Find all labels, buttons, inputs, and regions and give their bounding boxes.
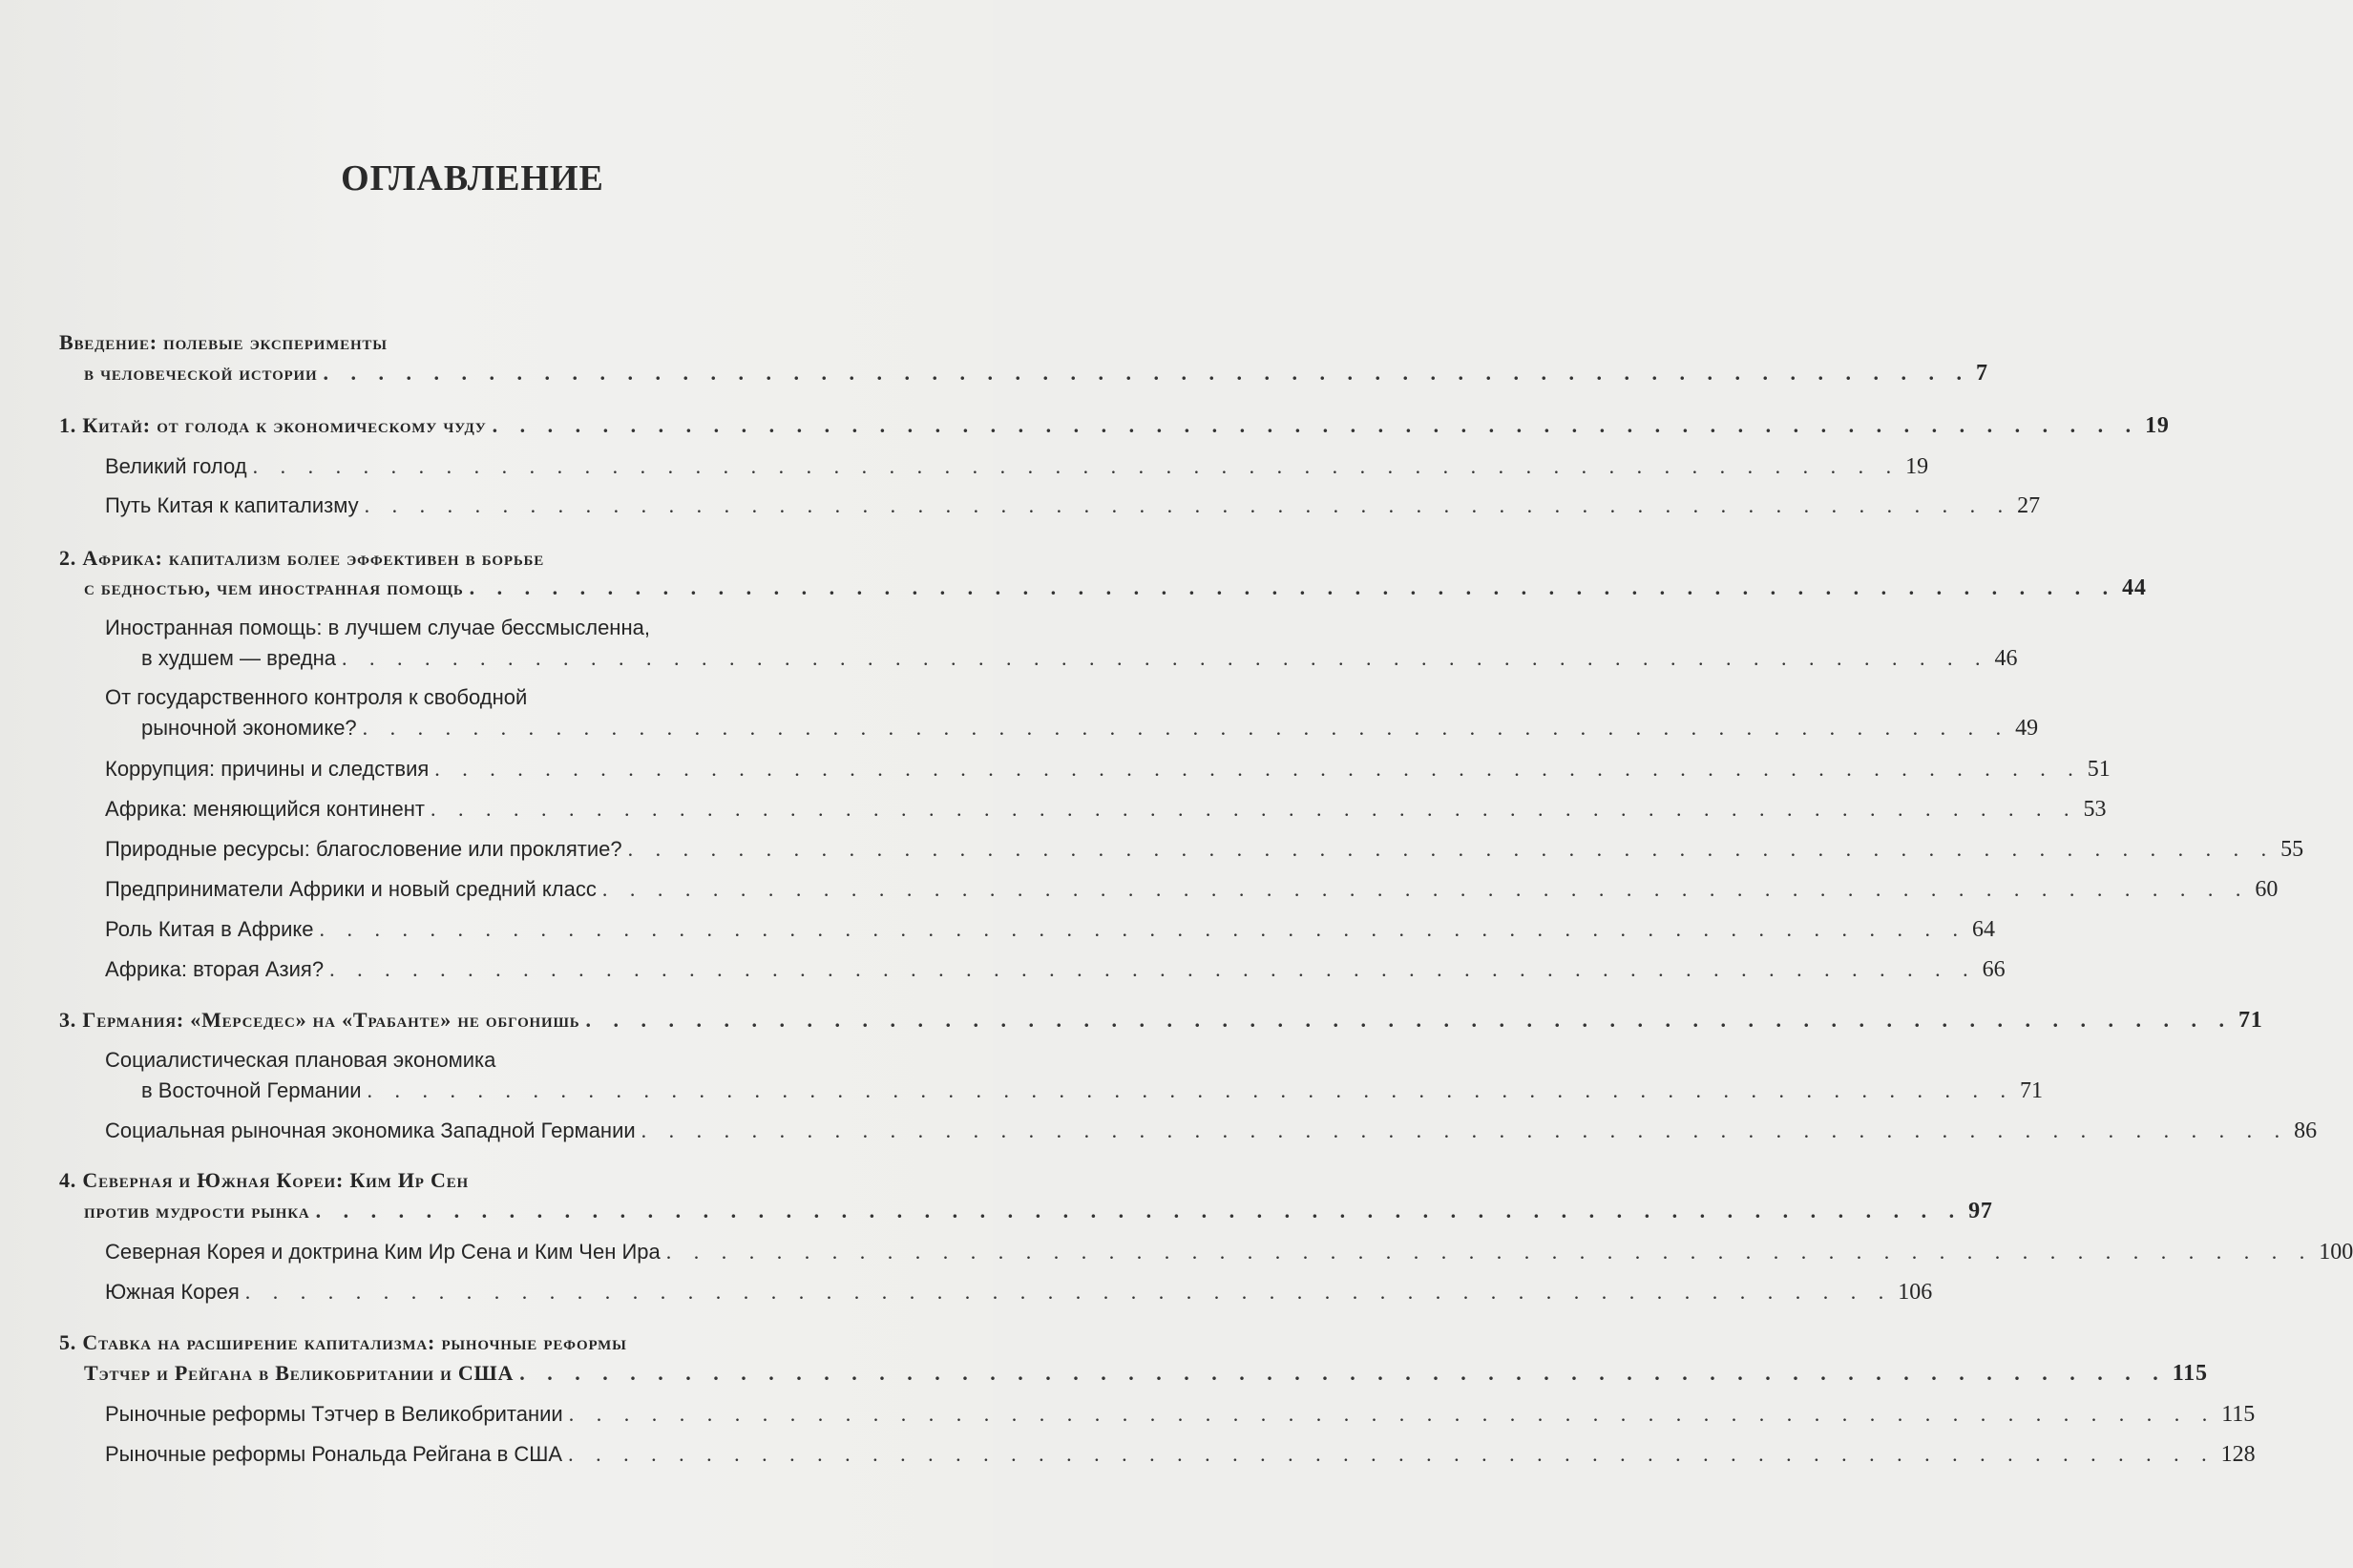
page-number: 27 bbox=[2017, 493, 2041, 518]
dot-leader: . . . . . . . . . . . . . . . . . . . . . . . . . . . . . . . . . . . . . . . . . . . . . . . . . . . . . . . . . . . . bbox=[364, 493, 2012, 517]
dot-leader: . . . . . . . . . . . . . . . . . . . . . . . . . . . . . . . . . . . . . . . . . . . . . . . . . . . . . . . . . . . . bbox=[492, 413, 2140, 437]
page-number: 115 bbox=[2221, 1402, 2256, 1427]
toc-section-2-6 bbox=[105, 877, 2279, 903]
toc-section-3-1 bbox=[141, 1078, 2044, 1104]
toc-section-2-5 bbox=[105, 837, 2304, 863]
toc-intro bbox=[84, 361, 1988, 387]
page-number: 66 bbox=[1982, 957, 2006, 982]
page-number: 19 bbox=[2145, 413, 2170, 438]
page-number: 7 bbox=[1975, 361, 1988, 386]
toc-section-2-3 bbox=[105, 757, 2111, 783]
dot-leader: . . . . . . . . . . . . . . . . . . . . . . . . . . . . . . . . . . . . . . . . . . . . . . . . . . . . . . . . . . . . bbox=[319, 917, 1967, 941]
dot-leader: . . . . . . . . . . . . . . . . . . . . . . . . . . . . . . . . . . . . . . . . . . . . . . . . . . . . . . . . . . . . bbox=[568, 1402, 2216, 1426]
toc-chapter-2-line1: 2. Африка: капитализм более эффективен в борьбе bbox=[59, 546, 545, 570]
page-number: 46 bbox=[1994, 646, 2018, 671]
page-number: 60 bbox=[2255, 877, 2279, 902]
dot-leader: . . . . . . . . . . . . . . . . . . . . . . . . . . . . . . . . . . . . . . . . . . . . . . . . . . . . . . . . . . . . bbox=[665, 1240, 2314, 1264]
page-number: 100 bbox=[2319, 1240, 2353, 1265]
toc-entry-text: против мудрости рынка bbox=[84, 1199, 310, 1223]
toc-entry-text: Южная Корея bbox=[105, 1280, 240, 1304]
toc-chapter-5-line1: 5. Ставка на расширение капитализма: рыночные реформы bbox=[59, 1330, 627, 1354]
toc-section-2-7 bbox=[105, 917, 1996, 943]
toc-entry-text: 3. Германия: «Мерседес» на «Трабанте» не обгонишь bbox=[59, 1008, 580, 1032]
toc-chapter-2 bbox=[84, 575, 2147, 601]
dot-leader: . . . . . . . . . . . . . . . . . . . . . . . . . . . . . . . . . . . . . . . . . . . . . . . . . . . . . . . . . . . . bbox=[362, 716, 2010, 740]
dot-leader: . . . . . . . . . . . . . . . . . . . . . . . . . . . . . . . . . . . . . . . . . . . . . . . . . . . . . . . . . . . . bbox=[430, 797, 2078, 821]
dot-leader: . . . . . . . . . . . . . . . . . . . . . . . . . . . . . . . . . . . . . . . . . . . . . . . . . . . . . . . . . . . . bbox=[329, 957, 1977, 981]
page-number: 64 bbox=[1972, 917, 1996, 942]
dot-leader: . . . . . . . . . . . . . . . . . . . . . . . . . . . . . . . . . . . . . . . . . . . . . . . . . . . . . . . . . . . . bbox=[519, 1361, 2167, 1385]
toc-entry-text: с бедностью, чем иностранная помощь bbox=[84, 575, 464, 599]
page-title: ОГЛАВЛЕНИЕ bbox=[341, 158, 604, 199]
page-number: 106 bbox=[1898, 1280, 1933, 1305]
dot-leader: . . . . . . . . . . . . . . . . . . . . . . . . . . . . . . . . . . . . . . . . . . . . . . . . . . . . . . . . . . . . bbox=[252, 454, 1901, 478]
toc-entry-text: Предприниматели Африки и новый средний класс bbox=[105, 877, 597, 901]
toc-section-5-2 bbox=[105, 1442, 2256, 1468]
toc-entry-text: Тэтчер и Рейгана в Великобритании и США bbox=[84, 1361, 515, 1385]
dot-leader: . . . . . . . . . . . . . . . . . . . . . . . . . . . . . . . . . . . . . . . . . . . . . . . . . . . . . . . . . . . . bbox=[627, 837, 2276, 861]
dot-leader: . . . . . . . . . . . . . . . . . . . . . . . . . . . . . . . . . . . . . . . . . . . . . . . . . . . . . . . . . . . . bbox=[469, 575, 2117, 599]
toc-intro-line1: Введение: полевые эксперименты bbox=[59, 330, 388, 354]
toc-entry-text: Роль Китая в Африке bbox=[105, 917, 314, 941]
dot-leader: . . . . . . . . . . . . . . . . . . . . . . . . . . . . . . . . . . . . . . . . . . . . . . . . . . . . . . . . . . . . bbox=[568, 1442, 2216, 1466]
toc-entry-text: в Восточной Германии bbox=[141, 1078, 362, 1102]
toc-entry-text: рыночной экономике? bbox=[141, 716, 357, 740]
page-number: 128 bbox=[2220, 1442, 2256, 1467]
toc-chapter-5 bbox=[84, 1361, 2208, 1387]
toc-section-2-8 bbox=[105, 957, 2006, 983]
toc-entry-text: Африка: вторая Азия? bbox=[105, 957, 325, 981]
toc-section-3-2 bbox=[105, 1119, 2318, 1144]
dot-leader: . . . . . . . . . . . . . . . . . . . . . . . . . . . . . . . . . . . . . . . . . . . . . . . . . . . . . . . . . . . . bbox=[342, 646, 1989, 670]
toc-section-2-1-line1: Иностранная помощь: в лучшем случае бессмысленна, bbox=[105, 616, 650, 639]
page-number: 97 bbox=[1968, 1199, 1993, 1223]
toc-section-3-1-line1: Социалистическая плановая экономика bbox=[105, 1048, 496, 1072]
toc-entry-text: 1. Китай: от голода к экономическому чуду bbox=[59, 413, 487, 437]
dot-leader: . . . . . . . . . . . . . . . . . . . . . . . . . . . . . . . . . . . . . . . . . . . . . . . . . . . . . . . . . . . . bbox=[244, 1280, 1893, 1304]
toc-entry-text: Коррупция: причины и следствия bbox=[105, 757, 430, 781]
toc-entry-text: Великий голод bbox=[105, 454, 247, 478]
dot-leader: . . . . . . . . . . . . . . . . . . . . . . . . . . . . . . . . . . . . . . . . . . . . . . . . . . . . . . . . . . . . bbox=[585, 1008, 2233, 1032]
page-number: 19 bbox=[1905, 454, 1929, 479]
toc-section-2-2-line1: От государственного контроля к свободной bbox=[105, 685, 528, 709]
toc-entry-text: в худшем — вредна bbox=[141, 646, 337, 670]
dot-leader: . . . . . . . . . . . . . . . . . . . . . . . . . . . . . . . . . . . . . . . . . . . . . . . . . . . . . . . . . . . . bbox=[434, 757, 2082, 781]
toc-entry-text: Рыночные реформы Тэтчер в Великобритании bbox=[105, 1402, 563, 1426]
toc-entry-text: Рыночные реформы Рональда Рейгана в США bbox=[105, 1442, 563, 1466]
dot-leader: . . . . . . . . . . . . . . . . . . . . . . . . . . . . . . . . . . . . . . . . . . . . . . . . . . . . . . . . . . . . bbox=[641, 1119, 2289, 1142]
page-number: 44 bbox=[2122, 575, 2147, 600]
toc-section-4-1 bbox=[105, 1240, 2353, 1265]
toc-section-2-2 bbox=[141, 716, 2039, 742]
toc-entry-text: Социальная рыночная экономика Западной Германии bbox=[105, 1119, 636, 1142]
dot-leader: . . . . . . . . . . . . . . . . . . . . . . . . . . . . . . . . . . . . . . . . . . . . . . . . . . . . . . . . . . . . bbox=[367, 1078, 2015, 1102]
dot-leader: . . . . . . . . . . . . . . . . . . . . . . . . . . . . . . . . . . . . . . . . . . . . . . . . . . . . . . . . . . . . bbox=[323, 361, 1970, 385]
toc-chapter-3 bbox=[59, 1008, 2263, 1034]
toc-section-4-2 bbox=[105, 1280, 1933, 1306]
toc-chapter-4-line1: 4. Северная и Южная Кореи: Ким Ир Сен bbox=[59, 1168, 469, 1192]
toc-section-5-1 bbox=[105, 1402, 2256, 1428]
toc-intro-line2: в человеческой истории bbox=[84, 361, 318, 385]
toc-section-2-4 bbox=[105, 797, 2107, 823]
toc-chapter-1 bbox=[59, 413, 2170, 439]
dot-leader: . . . . . . . . . . . . . . . . . . . . . . . . . . . . . . . . . . . . . . . . . . . . . . . . . . . . . . . . . . . . bbox=[601, 877, 2250, 901]
toc-section-1-1 bbox=[105, 454, 1929, 480]
page-number: 51 bbox=[2087, 757, 2111, 782]
toc-chapter-4 bbox=[84, 1199, 1993, 1224]
dot-leader: . . . . . . . . . . . . . . . . . . . . . . . . . . . . . . . . . . . . . . . . . . . . . . . . . . . . . . . . . . . . bbox=[315, 1199, 1964, 1223]
page-number: 115 bbox=[2172, 1361, 2208, 1386]
page-number: 53 bbox=[2083, 797, 2107, 822]
toc-entry-text: Путь Китая к капитализму bbox=[105, 493, 359, 517]
page-number: 71 bbox=[2020, 1078, 2044, 1103]
page-number: 55 bbox=[2280, 837, 2304, 862]
toc-entry-text: Африка: меняющийся континент bbox=[105, 797, 425, 821]
toc-entry-text: Природные ресурсы: благословение или проклятие? bbox=[105, 837, 622, 861]
page-number: 71 bbox=[2237, 1008, 2263, 1033]
page-number: 86 bbox=[2294, 1119, 2318, 1143]
toc-section-2-1 bbox=[141, 646, 2018, 672]
page-number: 49 bbox=[2015, 716, 2039, 741]
toc-entry-text: Северная Корея и доктрина Ким Ир Сена и Ким Чен Ира bbox=[105, 1240, 661, 1264]
toc-section-1-2 bbox=[105, 493, 2041, 519]
